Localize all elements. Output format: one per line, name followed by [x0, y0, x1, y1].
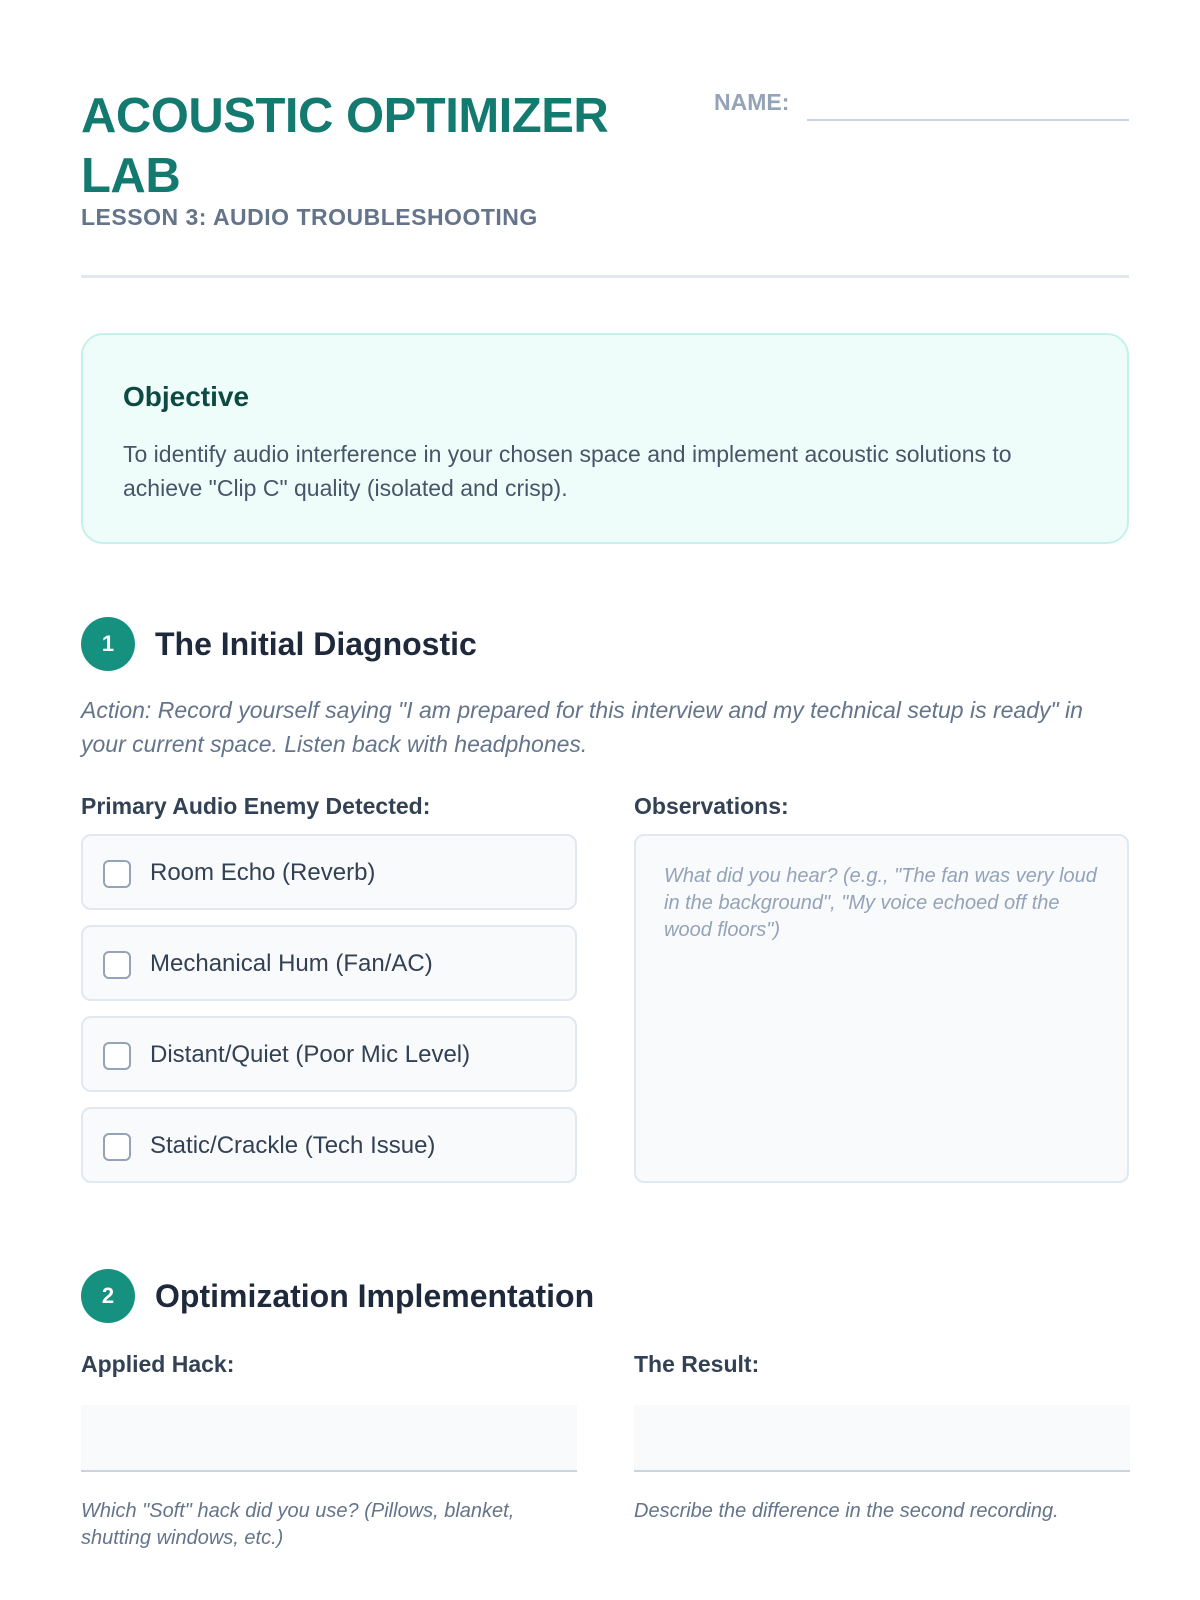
header	[81, 86, 1129, 276]
checkbox[interactable]	[103, 951, 131, 979]
checkbox[interactable]	[103, 860, 131, 888]
section-2-title: Optimization Implementation	[155, 1278, 595, 1314]
section-1-title: The Initial Diagnostic	[155, 626, 477, 662]
name-field[interactable]	[807, 119, 1129, 121]
option-static-crackle[interactable]	[81, 1107, 577, 1183]
enemy-label: Primary Audio Enemy Detected:	[81, 793, 431, 819]
result-label: The Result:	[634, 1351, 760, 1377]
checkbox[interactable]	[103, 1042, 131, 1070]
option-mechanical-hum[interactable]	[81, 925, 577, 1001]
observations-textarea[interactable]	[634, 834, 1129, 1183]
worksheet-page	[81, 0, 1129, 1600]
option-distant-quiet[interactable]	[81, 1016, 577, 1092]
page-title: ACOUSTIC OPTIMIZER LAB	[81, 89, 609, 203]
result-input[interactable]	[634, 1405, 1130, 1472]
header-divider	[81, 275, 1129, 278]
section-2-badge: 2	[81, 1269, 135, 1323]
observations-label: Observations:	[634, 793, 789, 819]
result-hint: Describe the difference in the second recording.	[634, 1500, 1059, 1522]
option-label: Room Echo (Reverb)	[150, 859, 376, 886]
objective-box	[81, 333, 1129, 544]
diagnostic-instruction: Action: Record yourself saying "I am prepared for this interview and my technical setup is ready" in your current space. Listen back with headphones.	[81, 697, 1083, 757]
name-label: NAME:	[714, 89, 790, 115]
lesson-subtitle: LESSON 3: AUDIO TROUBLESHOOTING	[81, 204, 538, 230]
objective-title: Objective	[123, 381, 250, 412]
section-2-header	[81, 1269, 1129, 1323]
section-1-badge: 1	[81, 617, 135, 671]
option-room-echo[interactable]	[81, 834, 577, 910]
applied-hack-input[interactable]	[81, 1405, 577, 1472]
option-label: Mechanical Hum (Fan/AC)	[150, 950, 433, 977]
objective-text: To identify audio interference in your chosen space and implement acoustic solutions to achieve "Clip C" quality (isolated and crisp).	[123, 441, 1012, 501]
checkbox[interactable]	[103, 1133, 131, 1161]
option-label: Distant/Quiet (Poor Mic Level)	[150, 1041, 471, 1068]
applied-hack-hint: Which "Soft" hack did you use? (Pillows, blanket, shutting windows, etc.)	[81, 1500, 515, 1549]
option-label: Static/Crackle (Tech Issue)	[150, 1132, 436, 1159]
section-1-header	[81, 617, 1129, 671]
applied-hack-label: Applied Hack:	[81, 1351, 235, 1377]
